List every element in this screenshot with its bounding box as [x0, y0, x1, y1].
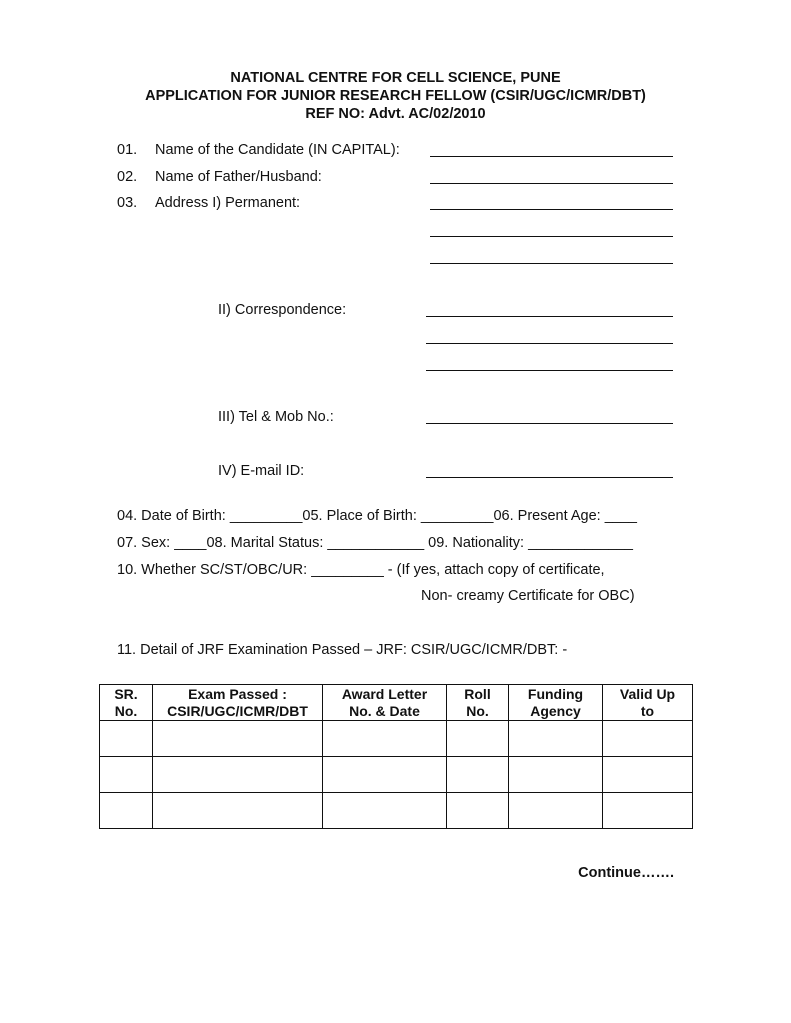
category-line[interactable]: 10. Whether SC/ST/OBC/UR: _________ - (If yes, attach copy of certificate,	[117, 562, 605, 578]
table-cell[interactable]	[509, 757, 603, 793]
table-cell[interactable]	[323, 793, 447, 829]
field-01-number: 01.	[117, 142, 138, 158]
category-note: Non- creamy Certificate for OBC)	[421, 588, 635, 604]
table-header-row	[100, 685, 693, 721]
email-field[interactable]	[426, 477, 673, 478]
birth-details-line[interactable]: 04. Date of Birth: _________05. Place of Birth: _________06. Present Age: ____	[117, 508, 637, 524]
permanent-address-line-3[interactable]	[430, 263, 673, 264]
table-cell[interactable]	[153, 793, 323, 829]
field-03-number: 03.	[117, 195, 138, 211]
jrf-exam-table	[99, 684, 693, 829]
permanent-address-label: Address I) Permanent:	[155, 195, 301, 211]
correspondence-address-line-3[interactable]	[426, 370, 673, 371]
candidate-name-label: Name of the Candidate (IN CAPITAL):	[155, 142, 400, 158]
table-cell[interactable]	[100, 757, 153, 793]
correspondence-address-label: II) Correspondence:	[218, 302, 347, 318]
column-header-award-letter: Award Letter No. & Date	[323, 685, 447, 721]
table-cell[interactable]	[509, 793, 603, 829]
table-cell[interactable]	[153, 721, 323, 757]
table-cell[interactable]	[323, 721, 447, 757]
table-cell[interactable]	[100, 721, 153, 757]
continue-note: Continue…….	[578, 865, 674, 881]
form-subtitle: APPLICATION FOR JUNIOR RESEARCH FELLOW (CSIR/UGC/ICMR/DBT)	[145, 88, 646, 104]
correspondence-address-line-2[interactable]	[426, 343, 673, 344]
table-cell[interactable]	[323, 757, 447, 793]
permanent-address-line-1[interactable]	[430, 209, 673, 210]
jrf-exam-heading: 11. Detail of JRF Examination Passed – JRF: CSIR/UGC/ICMR/DBT: -	[117, 642, 568, 658]
table-row	[100, 793, 693, 829]
field-02-number: 02.	[117, 169, 138, 185]
column-header-sr-no: SR. No.	[100, 685, 153, 721]
table-cell[interactable]	[100, 793, 153, 829]
tel-mob-label: III) Tel & Mob No.:	[218, 409, 334, 425]
form-title: NATIONAL CENTRE FOR CELL SCIENCE, PUNE	[230, 70, 561, 86]
reference-number: REF NO: Advt. AC/02/2010	[305, 106, 486, 122]
table-cell[interactable]	[153, 757, 323, 793]
column-header-exam-passed: Exam Passed : CSIR/UGC/ICMR/DBT	[153, 685, 323, 721]
father-husband-label: Name of Father/Husband:	[155, 169, 322, 185]
table-cell[interactable]	[603, 721, 693, 757]
table-row	[100, 721, 693, 757]
table-cell[interactable]	[447, 793, 509, 829]
tel-mob-field[interactable]	[426, 423, 673, 424]
email-label: IV) E-mail ID:	[218, 463, 305, 479]
table-cell[interactable]	[447, 757, 509, 793]
table-cell[interactable]	[447, 721, 509, 757]
permanent-address-line-2[interactable]	[430, 236, 673, 237]
correspondence-address-line-1[interactable]	[426, 316, 673, 317]
personal-details-line[interactable]: 07. Sex: ____08. Marital Status: ____________ 09. Nationality: _____________	[117, 535, 633, 551]
candidate-name-field[interactable]	[430, 156, 673, 157]
table-row	[100, 757, 693, 793]
column-header-roll-no: Roll No.	[447, 685, 509, 721]
table-cell[interactable]	[509, 721, 603, 757]
table-cell[interactable]	[603, 757, 693, 793]
table-cell[interactable]	[603, 793, 693, 829]
father-husband-field[interactable]	[430, 183, 673, 184]
column-header-valid-up-to: Valid Up to	[603, 685, 693, 721]
column-header-funding-agency: Funding Agency	[509, 685, 603, 721]
